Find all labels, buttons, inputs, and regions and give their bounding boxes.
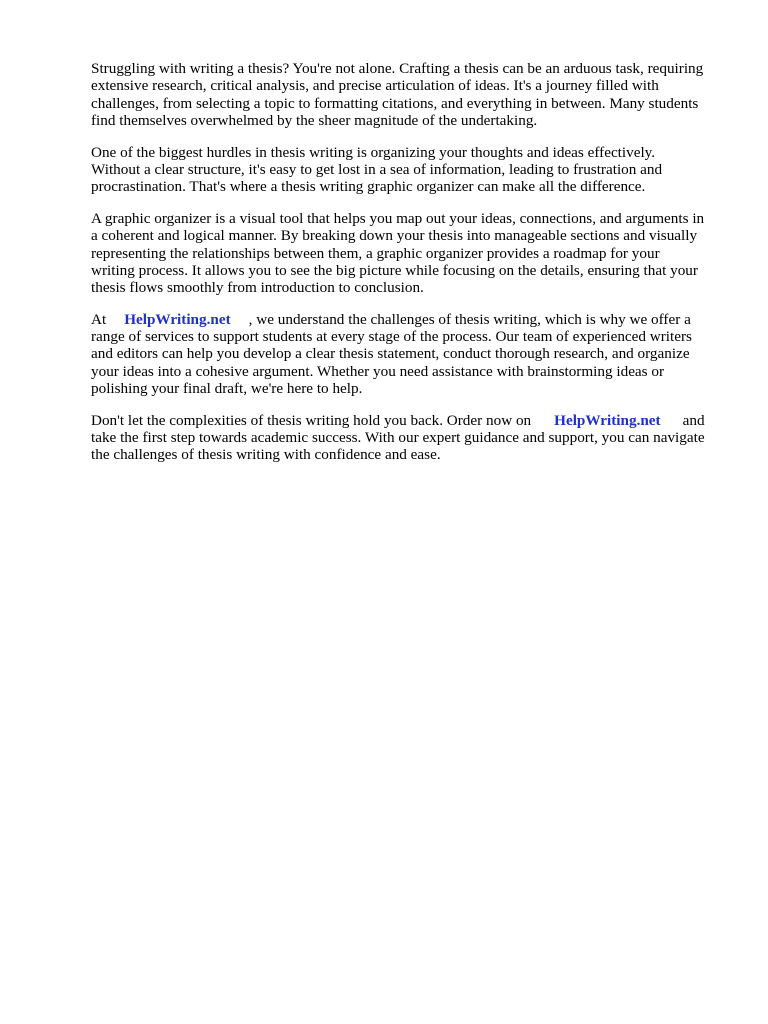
helpwriting-link[interactable]: HelpWriting.net bbox=[124, 310, 231, 328]
text-line: Struggling with writing a thesis? You're not alone. Crafting a thesis can be an arduous task, requiring bbox=[91, 60, 704, 77]
text-line-with-link bbox=[91, 311, 721, 328]
paragraph-hurdles bbox=[91, 144, 721, 196]
text-line: range of services to support students at every stage of the process. Our team of experienced writers bbox=[91, 328, 692, 346]
text-line: representing the relationships between them, a graphic organizer provides a roadmap for your bbox=[91, 244, 660, 262]
text-line: extensive research, critical analysis, and precise articulation of ideas. It's a journey filled with bbox=[91, 77, 659, 95]
text-line: the challenges of thesis writing with confidence and ease. bbox=[91, 446, 441, 464]
text-line: One of the biggest hurdles in thesis writing is organizing your thoughts and ideas effectively. bbox=[91, 143, 656, 161]
text-line: your ideas into a cohesive argument. Whether you need assistance with brainstorming ideas or bbox=[91, 362, 665, 380]
text-line: thesis flows smoothly from introduction to conclusion. bbox=[91, 279, 424, 297]
text-line: writing process. It allows you to see the big picture while focusing on the details, ensuring that your bbox=[91, 261, 698, 279]
text-segment: and bbox=[682, 411, 705, 429]
text-line: procrastination. That's where a thesis writing graphic organizer can make all the difference. bbox=[91, 178, 646, 196]
text-segment: At bbox=[91, 310, 107, 328]
paragraph-intro bbox=[91, 60, 721, 130]
text-segment: Don't let the complexities of thesis writing hold you back. Order now on bbox=[91, 411, 532, 429]
text-line: Without a clear structure, it's easy to get lost in a sea of information, leading to frustration and bbox=[91, 160, 663, 178]
paragraph-call-to-action bbox=[91, 412, 721, 464]
text-line-with-link bbox=[91, 412, 721, 429]
paragraph-services bbox=[91, 311, 721, 398]
helpwriting-link[interactable]: HelpWriting.net bbox=[554, 411, 661, 429]
text-line: challenges, from selecting a topic to formatting citations, and everything in between. Many students bbox=[91, 94, 699, 112]
text-line: take the first step towards academic success. With our expert guidance and support, you can navigate bbox=[91, 429, 705, 447]
text-line: find themselves overwhelmed by the sheer magnitude of the undertaking. bbox=[91, 112, 538, 130]
text-line: and editors can help you develop a clear thesis statement, conduct thorough research, and organize bbox=[91, 345, 690, 363]
document-page bbox=[91, 60, 721, 478]
text-line: polishing your final draft, we're here to help. bbox=[91, 380, 363, 398]
paragraph-graphic-organizer bbox=[91, 210, 721, 297]
text-line: a coherent and logical manner. By breaking down your thesis into manageable sections and visually bbox=[91, 227, 698, 245]
text-segment: , we understand the challenges of thesis writing, which is why we offer a bbox=[248, 310, 691, 328]
text-line: A graphic organizer is a visual tool that helps you map out your ideas, connections, and arguments in bbox=[91, 209, 705, 227]
